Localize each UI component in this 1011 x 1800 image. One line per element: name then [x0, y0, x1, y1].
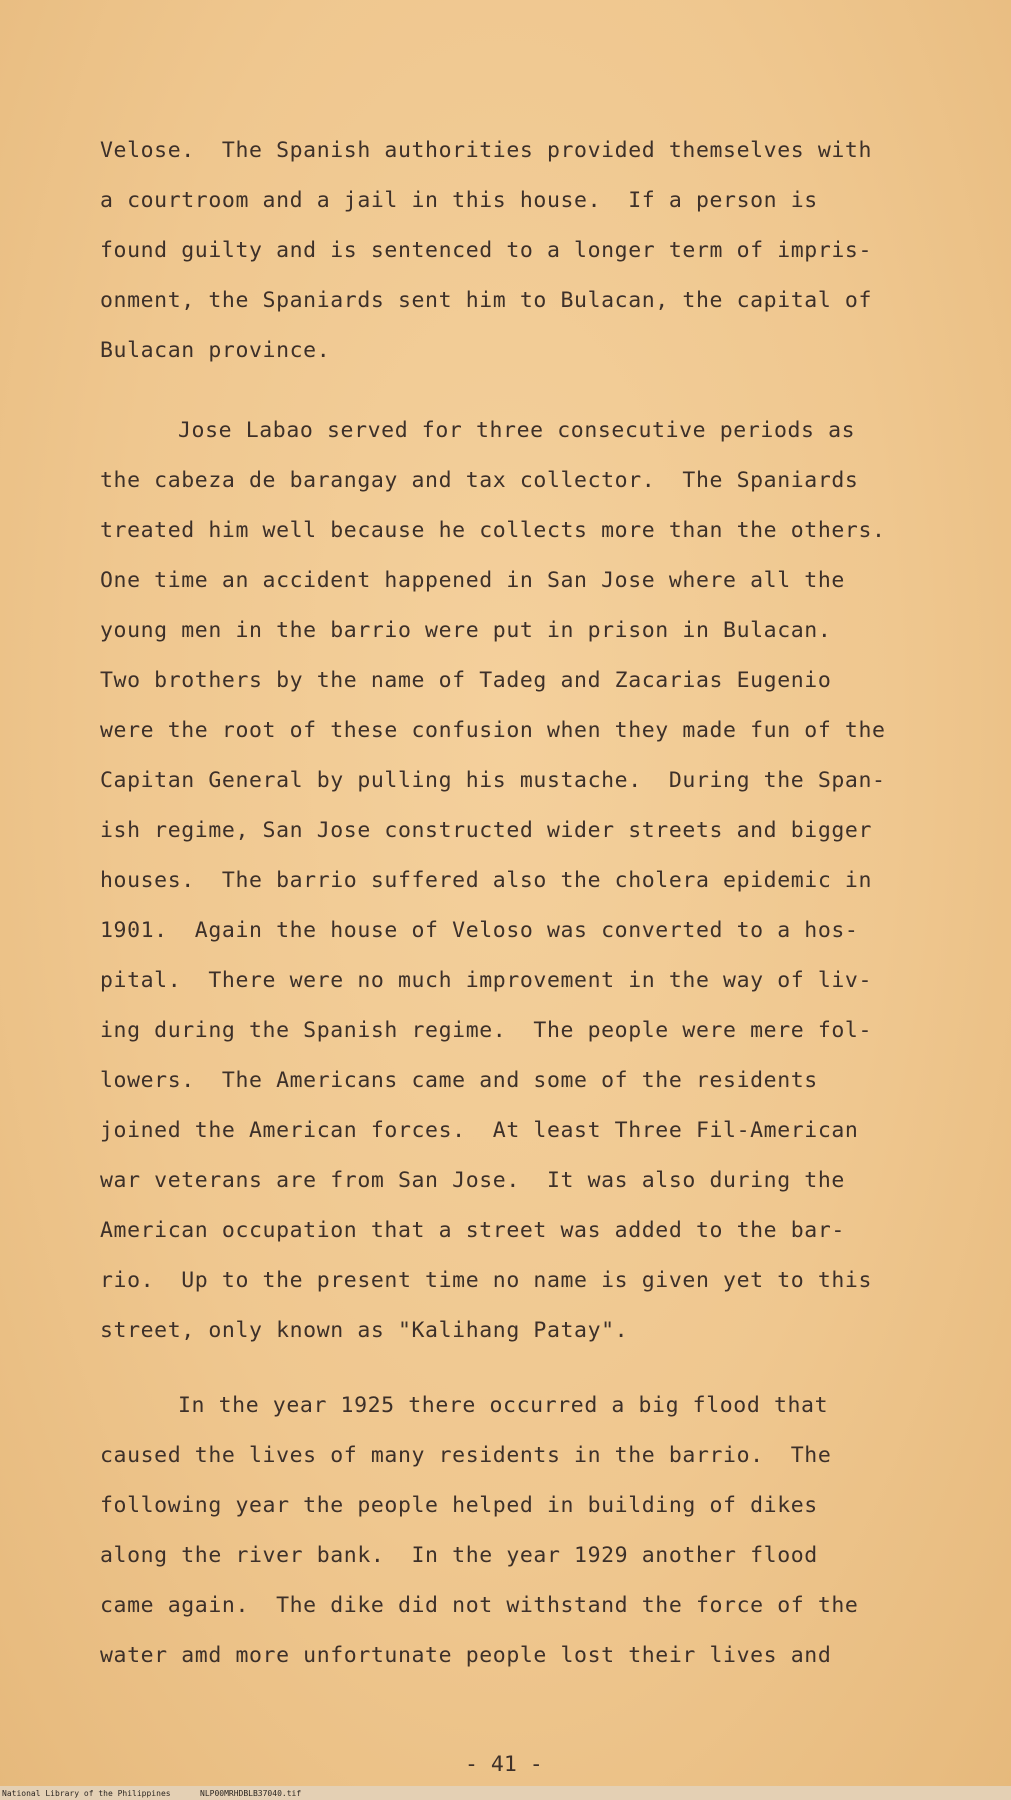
text-line: One time an accident happened in San Jose where all the — [100, 568, 845, 593]
footer-source-label: National Library of the Philippines — [2, 1789, 171, 1798]
text-line: joined the American forces. At least Three Fil-American — [100, 1118, 859, 1143]
text-line: ish regime, San Jose constructed wider streets and bigger — [100, 818, 873, 843]
text-line: street, only known as "Kalihang Patay". — [100, 1318, 629, 1343]
text-line: along the river bank. In the year 1929 another flood — [100, 1543, 818, 1568]
text-line: Bulacan province. — [100, 338, 331, 363]
text-line: treated him well because he collects more than the others. — [100, 518, 886, 543]
text-line: Velose. The Spanish authorities provided themselves with — [100, 138, 873, 163]
text-line: the cabeza de barangay and tax collector. The Spaniards — [100, 468, 859, 493]
text-line: pital. There were no much improvement in the way of liv- — [100, 968, 873, 993]
page-number: - 41 - — [465, 1752, 543, 1777]
text-line: 1901. Again the house of Veloso was converted to a hos- — [100, 918, 859, 943]
text-line: American occupation that a street was added to the bar- — [100, 1218, 845, 1243]
text-line: following year the people helped in building of dikes — [100, 1493, 818, 1518]
text-line: lowers. The Americans came and some of the residents — [100, 1068, 818, 1093]
paragraph-start-line: Jose Labao served for three consecutive periods as — [178, 418, 856, 443]
text-line: houses. The barrio suffered also the cholera epidemic in — [100, 868, 873, 893]
text-line: rio. Up to the present time no name is given yet to this — [100, 1268, 873, 1293]
text-line: Two brothers by the name of Tadeg and Zacarias Eugenio — [100, 668, 832, 693]
paragraph-start-line: In the year 1925 there occurred a big flood that — [178, 1393, 829, 1418]
text-line: found guilty and is sentenced to a longer term of impris- — [100, 238, 873, 263]
text-line: a courtroom and a jail in this house. If a person is — [100, 188, 818, 213]
footer-file-label: NLP00MRHDBLB37040.tif — [200, 1789, 302, 1798]
text-line: Capitan General by pulling his mustache. During the Span- — [100, 768, 886, 793]
text-line: young men in the barrio were put in prison in Bulacan. — [100, 618, 832, 643]
text-line: ing during the Spanish regime. The people were mere fol- — [100, 1018, 873, 1043]
text-line: came again. The dike did not withstand the force of the — [100, 1593, 859, 1618]
text-line: were the root of these confusion when they made fun of the — [100, 718, 886, 743]
text-line: war veterans are from San Jose. It was also during the — [100, 1168, 845, 1193]
text-line: onment, the Spaniards sent him to Bulacan, the capital of — [100, 288, 873, 313]
text-line: caused the lives of many residents in the barrio. The — [100, 1443, 832, 1468]
text-line: water amd more unfortunate people lost their lives and — [100, 1643, 832, 1668]
